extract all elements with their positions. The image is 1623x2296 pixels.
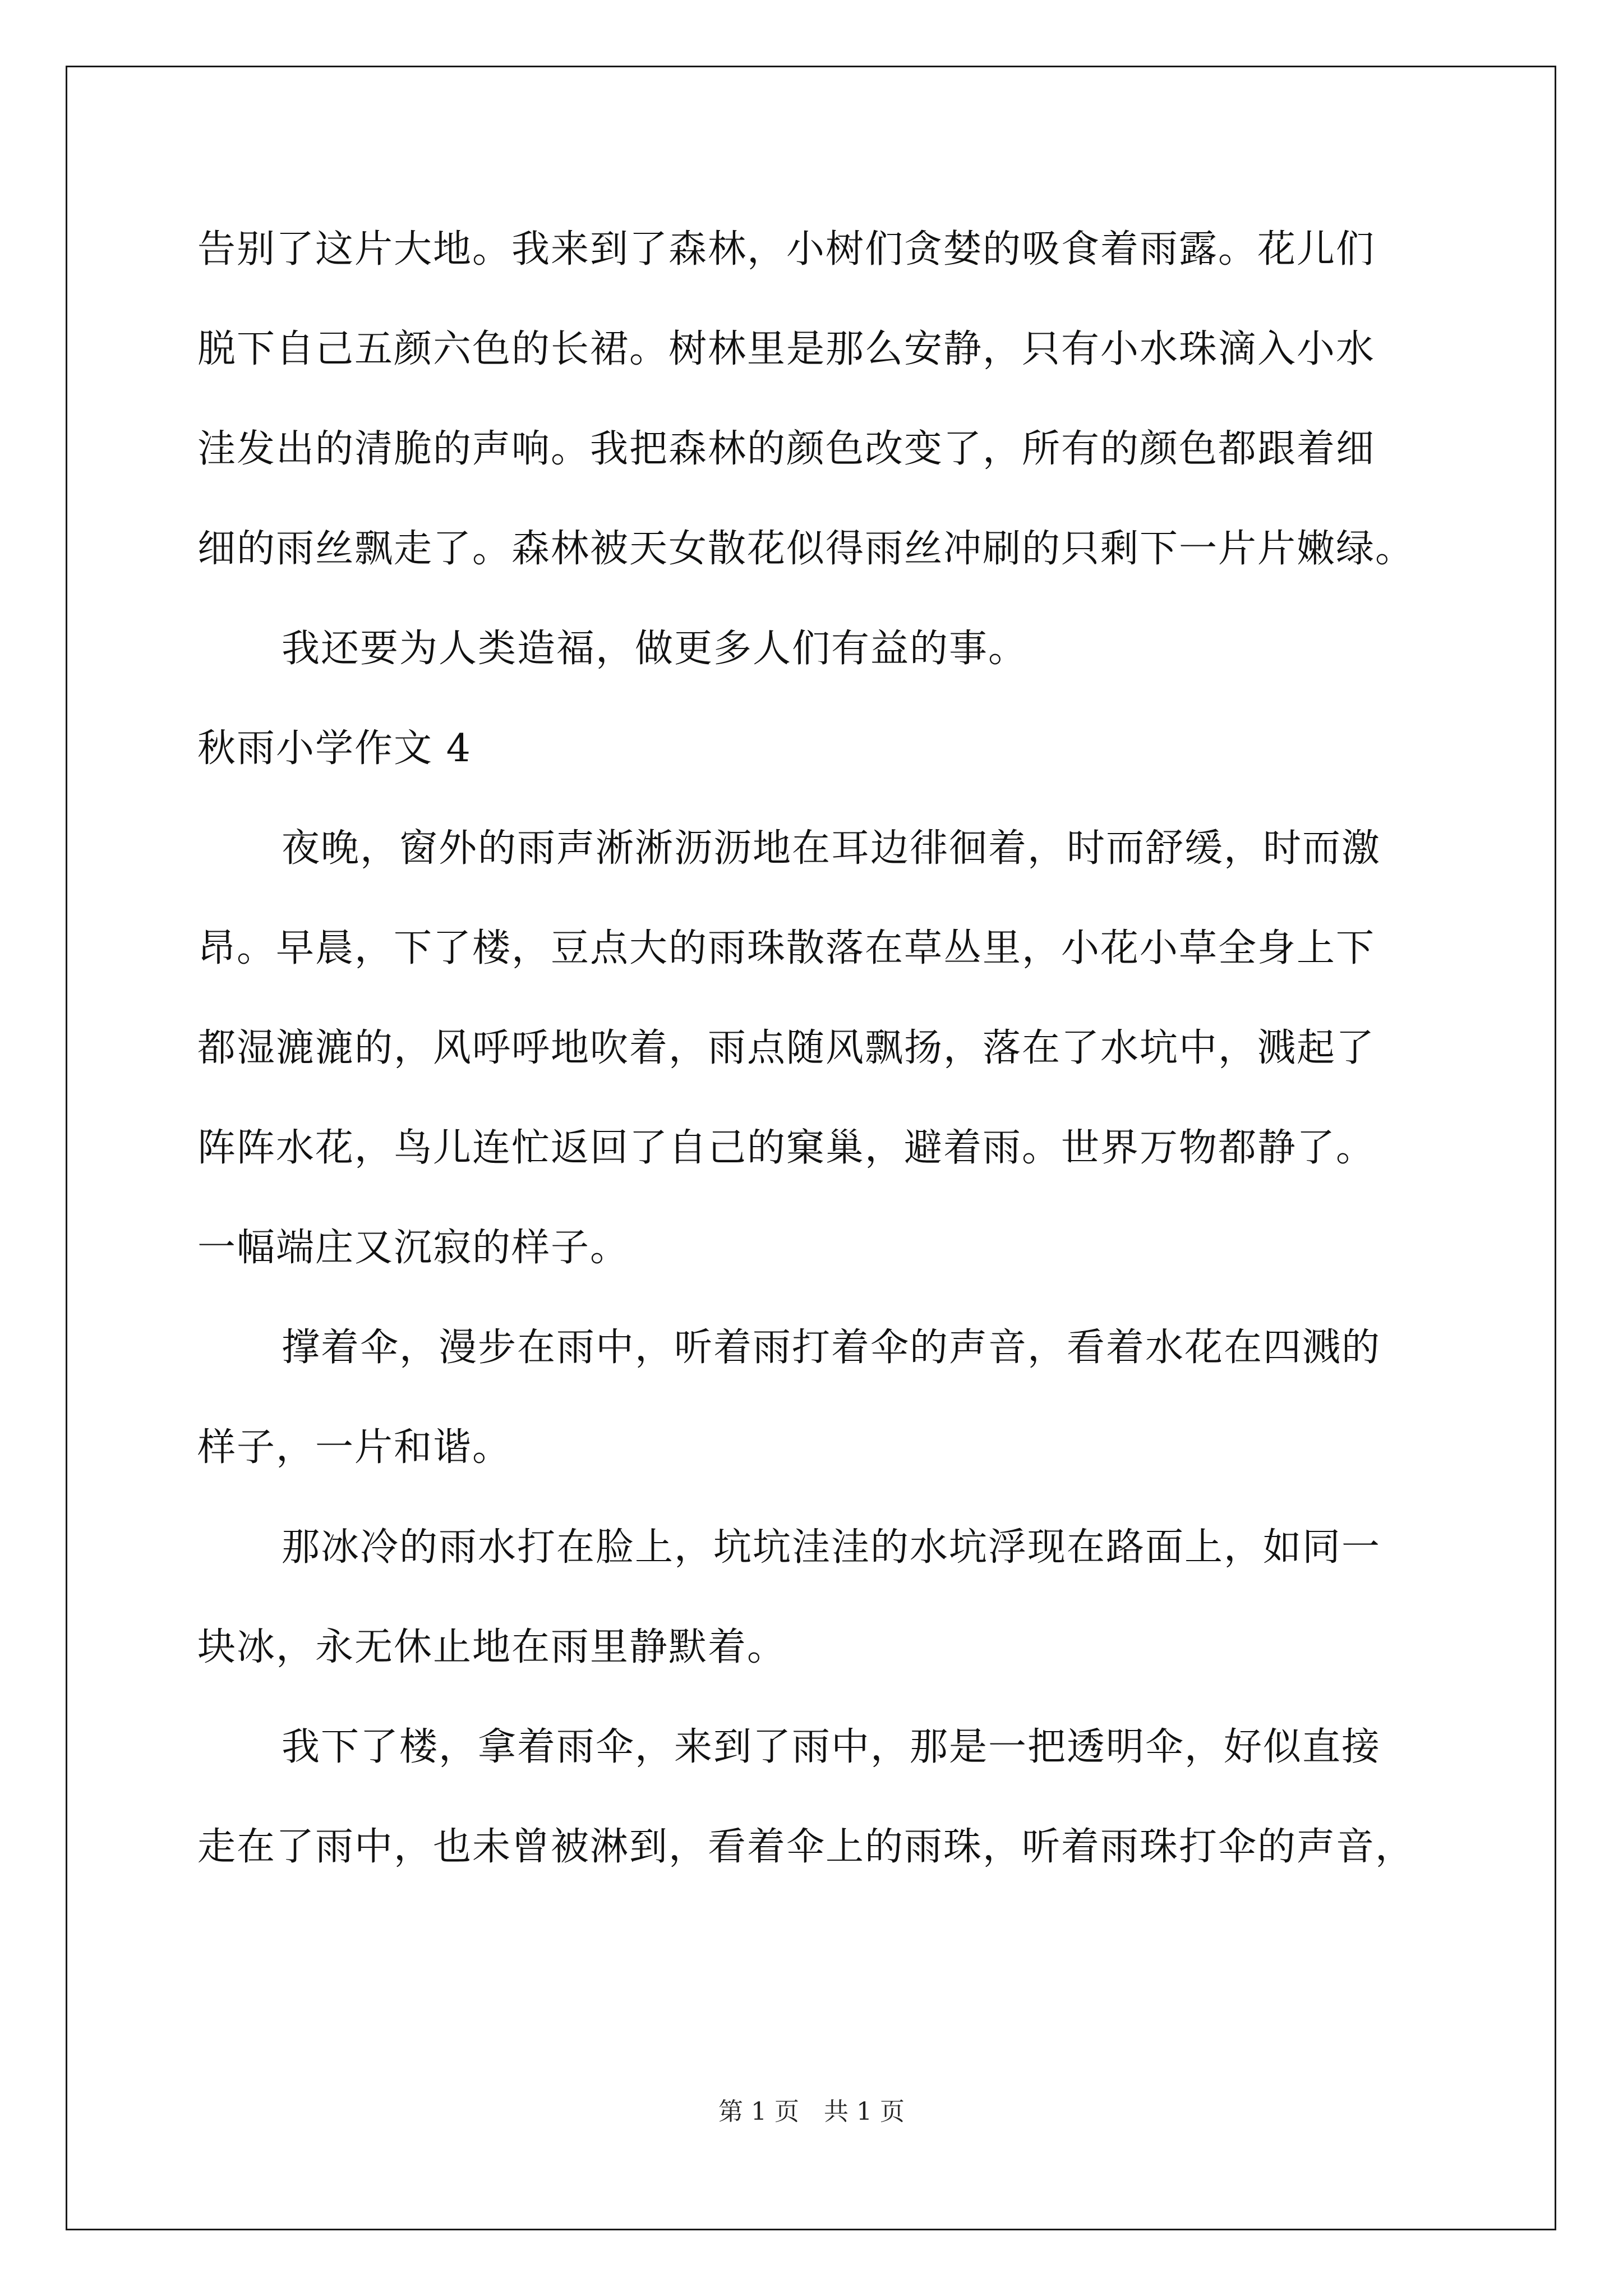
paragraph-line: 我还要为人类造福，做更多人们有益的事。 (282, 627, 1028, 671)
section-heading: 秋雨小学作文 4 (197, 726, 472, 771)
text-line: 都湿漉漉的，风呼呼地吹着，雨点随风飘扬，落在了水坑中，溅起了 (197, 1026, 1376, 1070)
paragraph-line: 撑着伞，漫步在雨中，听着雨打着伞的声音，看着水花在四溅的 (282, 1326, 1381, 1370)
text-line: 样子，一片和谐。 (197, 1425, 512, 1470)
paragraph-line: 那冰冷的雨水打在脸上，坑坑洼洼的水坑浮现在路面上，如同一 (282, 1525, 1381, 1570)
page-footer: 第 1 页 共 1 页 (718, 2097, 905, 2126)
text-line: 走在了雨中，也未曾被淋到，看着伞上的雨珠，听着雨珠打伞的声音， (197, 1825, 1415, 1869)
text-line: 脱下自己五颜六色的长裙。树林里是那么安静，只有小水珠滴入小水 (197, 327, 1376, 371)
text-line: 一幅端庄又沉寂的样子。 (197, 1226, 630, 1270)
text-line: 阵阵水花，鸟儿连忙返回了自己的窠巢，避着雨。世界万物都静了。 (197, 1126, 1376, 1170)
paragraph-line: 我下了楼，拿着雨伞，来到了雨中，那是一把透明伞，好似直接 (282, 1725, 1381, 1769)
text-line: 细的雨丝飘走了。森林被天女散花似得雨丝冲刷的只剩下一片片嫩绿。 (197, 527, 1415, 571)
text-line: 昂。早晨，下了楼，豆点大的雨珠散落在草丛里，小花小草全身上下 (197, 926, 1376, 970)
text-line: 洼发出的清脆的声响。我把森林的颜色改变了，所有的颜色都跟着细 (197, 427, 1376, 471)
paragraph-line: 夜晚，窗外的雨声淅淅沥沥地在耳边徘徊着，时而舒缓，时而激 (282, 826, 1381, 871)
text-line: 块冰，永无休止地在雨里静默着。 (197, 1625, 787, 1669)
text-line: 告别了这片大地。我来到了森林，小树们贪婪的吸食着雨露。花儿们 (197, 227, 1376, 272)
